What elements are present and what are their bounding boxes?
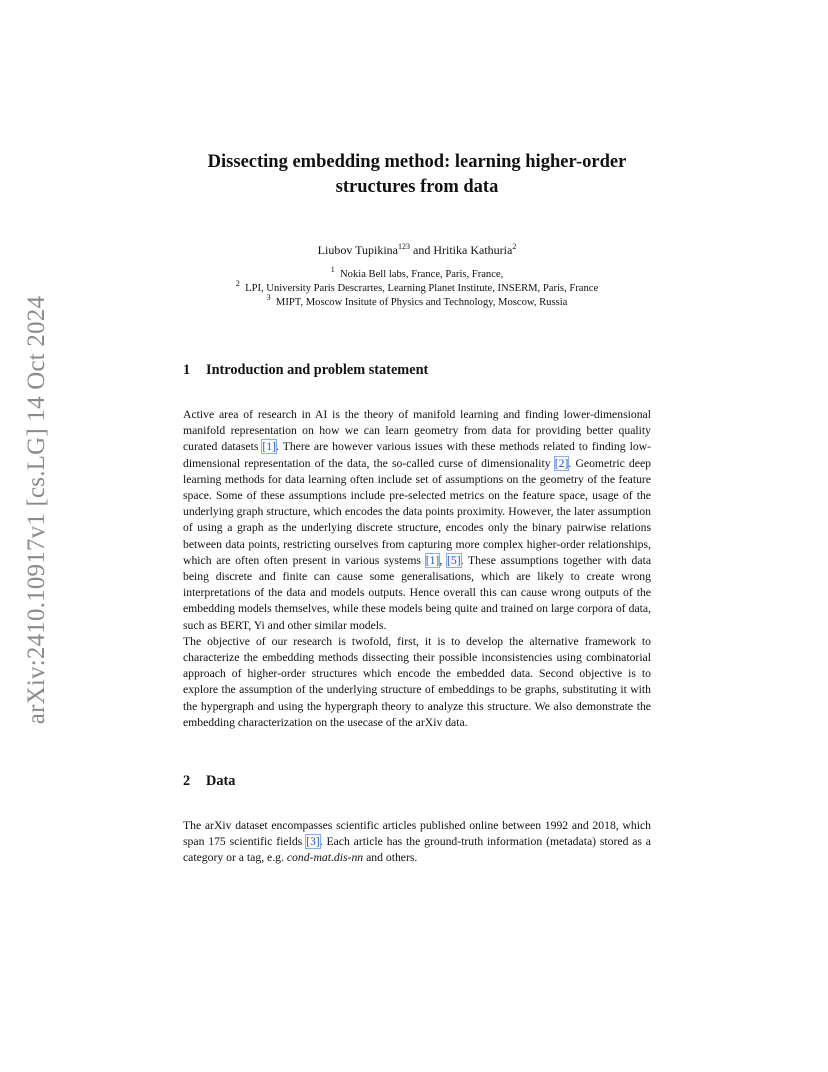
data-paragraph-1	[183, 818, 651, 867]
intro-paragraph-2: The objective of our research is twofold, first, it is to develop the alternative framework to characterize the embedding methods dissecting their possible inconsistencies using combinatorial approach of higher-order structures which encode the embedded data. Second objective is to explore the assumption of the underlying structure of embeddings to be graphs, substituting it with the hypergraph and using the hypergraph theory to analyze this structure. We also demonstrate the embedding characterization on the usecase of the arXiv data.	[183, 634, 651, 729]
citation-link[interactable]: [5]	[446, 553, 461, 567]
body-text: . There are however various issues with these methods related to finding low-dimensional representation of the data, the so-called curse of dimensionality	[183, 440, 652, 470]
title-line-1: Dissecting embedding method: learning higher-order	[207, 152, 627, 172]
section-number: 1	[183, 362, 191, 378]
citation-link[interactable]: [2]	[554, 456, 569, 470]
category-tag: cond-mat.dis-nn	[286, 851, 364, 865]
body-text: Active area of research in AI is the theory of manifold learning and finding lower-dimensional manifold representation on how we can learn geometry from data for providing better quality curated datasets	[183, 408, 651, 454]
citation-link[interactable]: [3]	[306, 835, 320, 849]
section-heading-data	[183, 772, 651, 790]
author-affiliation-marks: 2	[512, 242, 517, 251]
author-affiliation-marks: 123	[398, 242, 411, 251]
affiliation-text: Nokia Bell labs, France, Paris, France,	[340, 269, 504, 280]
intro-paragraph-1	[183, 407, 651, 634]
body-text: and others.	[363, 851, 418, 865]
affiliation-line	[183, 293, 651, 310]
affiliation-text: MIPT, Moscow Insitute of Physics and Technology, Moscow, Russia	[275, 297, 568, 308]
affiliation-line	[183, 265, 651, 282]
affiliation-mark: 2	[235, 279, 240, 288]
citation-link[interactable]: [1]	[425, 553, 440, 567]
arxiv-stamp	[12, 290, 62, 730]
arxiv-stamp-text: arXiv:2410.10917v1 [cs.LG] 14 Oct 2024	[23, 295, 50, 725]
author-conjunction: and	[410, 243, 434, 257]
author-name: Liubov Tupikina	[317, 243, 399, 257]
section-heading-introduction	[183, 361, 651, 379]
affiliation-mark: 3	[266, 293, 271, 302]
affiliation-line	[183, 279, 651, 296]
section-title: Data	[206, 773, 236, 790]
title-line-2: structures from data	[335, 177, 499, 197]
author-list	[183, 242, 651, 258]
section-title: Introduction and problem statement	[206, 362, 429, 378]
affiliation-mark: 1	[330, 265, 335, 274]
body-text: . Geometric deep learning methods for data learning often include set of assumptions on the geometry of the feature space. Some of these assumptions include pre-selected metrics on the feature space, usage of the underlying graph structure, which encodes the data points proximity. However, the later assumption of using a graph as the underlying discrete structure, encodes only the binary pairwise relations between data points, restricting ourselves from capturing more complex higher-order relationships, which are often often present in various systems	[183, 456, 651, 567]
body-text: The arXiv dataset encompasses scientific articles published online between 1992 and 2018, which span 175 scientific fields	[183, 819, 651, 849]
body-text: . Each article has the ground-truth information (metadata) stored as a category or a tag, e.g.	[183, 835, 651, 865]
affiliation-text: LPI, University Paris Descrartes, Learning Planet Institute, INSERM, Paris, France	[245, 283, 599, 294]
paper-page	[183, 150, 651, 867]
affiliations	[183, 265, 651, 310]
body-text: ,	[439, 553, 447, 567]
citation-link[interactable]: [1]	[262, 440, 276, 454]
body-text: . These assumptions together with data being discrete and finite can cause some generalisations, which are likely to create wrong interpretations of the data and models outputs. Hence overall this can cause wrong outputs of the embedding models themselves, while these models being quite and trained on large corpora of data, such as BERT, Yi and other similar models.	[183, 553, 652, 632]
author-name: Hritika Kathuria	[433, 243, 513, 257]
paper-title	[183, 150, 651, 200]
section-number: 2	[183, 773, 191, 790]
